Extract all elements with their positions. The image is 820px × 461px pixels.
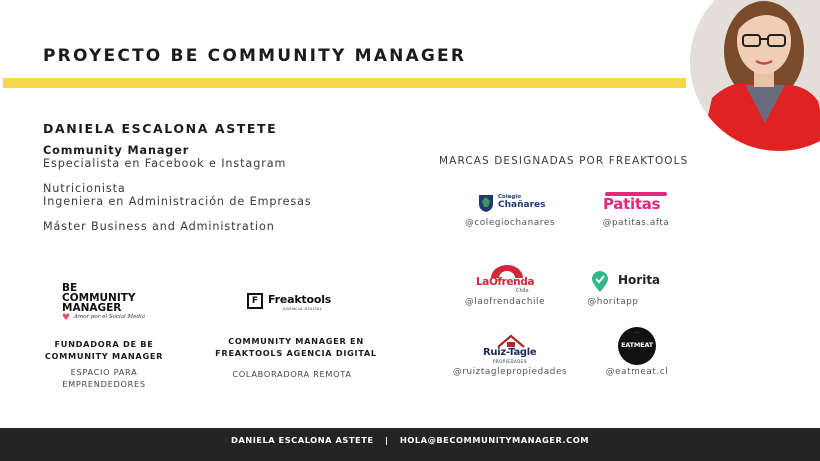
- brand-ruiz-text: Ruiz-Tagle: [483, 347, 537, 358]
- footer-email[interactable]: HOLA@BECOMMUNITYMANAGER.COM: [399, 435, 590, 445]
- becm-logo-line2: COMMUNITY: [62, 292, 136, 304]
- brands-heading: MARCAS DESIGNADAS POR FREAKTOOLS: [439, 155, 689, 167]
- brand-logo-patitas: [603, 192, 671, 216]
- location-pin-icon: [591, 271, 609, 293]
- brand-handle: @colegiochanares: [464, 218, 556, 228]
- shield-icon: [477, 193, 495, 213]
- brand-colegio-line2: Chañares: [498, 200, 546, 210]
- footer-name: DANIELA ESCALONA ASTETE: [230, 435, 374, 445]
- freaktools-mark-icon: F: [247, 293, 263, 309]
- brand-handle: @horitapp: [587, 297, 639, 307]
- brand-handle: @ruiztaglepropiedades: [452, 367, 568, 377]
- freaktools-logo-text: Freaktools: [268, 293, 332, 306]
- portrait-illustration: [690, 0, 820, 151]
- brand-logo-ruiz-tagle: [481, 334, 541, 366]
- accent-bar: [3, 78, 686, 88]
- brand-handle: @eatmeat.cl: [605, 367, 669, 377]
- becm-logo-line3: MANAGER: [62, 302, 122, 314]
- brand-patitas-text: Patitas: [603, 195, 661, 213]
- brand-horita-text: Horita: [618, 273, 661, 287]
- education-ingeniera: Ingeniera en Administración de Empresas: [43, 195, 312, 208]
- brand-ruiz-sub: PROPIEDADES: [493, 359, 527, 364]
- becm-label-2: COMMUNITY MANAGER: [44, 351, 164, 361]
- footer-separator: |: [384, 435, 389, 445]
- becm-logo: [62, 282, 145, 323]
- footer: [0, 428, 820, 461]
- brand-logo-la-ofrenda: [476, 264, 538, 294]
- education-nutricionista: Nutricionista: [43, 182, 126, 195]
- profile-photo: [690, 0, 820, 151]
- brand-colegio-line1: Colegio: [498, 194, 522, 200]
- brand-eatmeat-text: EATMEAT: [621, 341, 653, 349]
- brand-logo-horita: [591, 271, 663, 293]
- becm-sub-2: EMPRENDEDORES: [62, 379, 146, 389]
- role-description: Especialista en Facebook e Instagram: [43, 157, 287, 170]
- page-title: PROYECTO BE COMMUNITY MANAGER: [43, 46, 467, 66]
- brand-ofrenda-text: LaOfrenda: [476, 276, 535, 288]
- heart-icon: ♥: [62, 313, 71, 323]
- becm-logo-tagline: Amor por el Social Media: [74, 314, 145, 320]
- role-title: Community Manager: [43, 144, 190, 157]
- horns-icon: ⌒: [633, 332, 641, 340]
- freaktools-sub: COLABORADORA REMOTA: [232, 369, 352, 379]
- brand-logo-eatmeat: [618, 327, 656, 365]
- education-master: Máster Business and Administration: [43, 220, 275, 233]
- freaktools-label-1: COMMUNITY MANAGER EN: [228, 336, 364, 346]
- freaktools-label-2: FREAKTOOLS AGENCIA DIGITAL: [215, 348, 377, 358]
- brand-handle: @laofrendachile: [464, 297, 546, 307]
- profile-name: DANIELA ESCALONA ASTETE: [43, 121, 278, 136]
- brand-logo-colegio-chanares: [477, 193, 547, 215]
- brand-handle: @patitas.afta: [602, 218, 670, 228]
- brand-ofrenda-sub: Chile: [516, 288, 529, 294]
- becm-logo-line1: BE: [62, 282, 78, 294]
- becm-sub-1: ESPACIO PARA: [70, 367, 138, 377]
- becm-label-1: FUNDADORA DE BE: [54, 339, 154, 349]
- freaktools-logo-sub: AGENCIA DIGITAL: [283, 306, 323, 311]
- house-roof-icon: [496, 334, 526, 348]
